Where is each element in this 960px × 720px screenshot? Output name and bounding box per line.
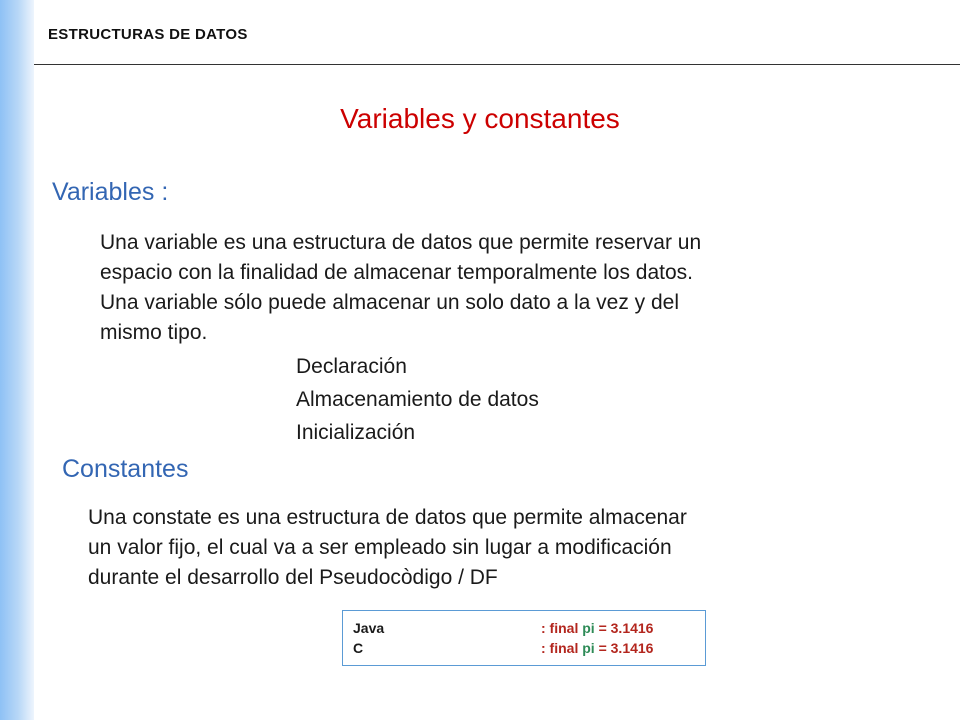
constantes-line: Una constate es una estructura de datos que permite almacenar [88,506,687,529]
slide-title: Variables y constantes [340,103,620,134]
code-value: = 3.1416 [594,640,654,656]
constantes-line: un valor fijo, el cual va a ser empleado sin lugar a modificación [88,536,672,559]
code-keyword: : final [541,620,583,636]
variables-line: Una variable sólo puede almacenar un solo dato a la vez y del [100,291,680,314]
variables-line: Una variable es una estructura de datos que permite reservar un [100,231,702,254]
code-expression [541,638,653,658]
header-title: ESTRUCTURAS DE DATOS [48,26,248,43]
constantes-line: durante el desarrollo del Pseudocòdigo / DF [88,566,498,589]
variables-line: mismo tipo. [100,321,208,344]
list-item-declaracion: Declaración [296,355,407,378]
code-language-label: Java [353,620,385,636]
constantes-heading: Constantes [62,455,189,483]
variables-heading: Variables : [52,178,169,206]
list-item-almacenamiento: Almacenamiento de datos [296,388,539,411]
code-keyword: : final [541,640,583,656]
code-language-label: C [353,640,364,656]
code-expression [541,618,653,638]
code-row-java [353,618,695,638]
code-identifier: pi [582,620,595,636]
list-item-inicializacion: Inicialización [296,421,416,444]
code-row-c [353,638,695,658]
variables-concepts-list [296,350,539,449]
code-identifier: pi [582,640,595,656]
header-divider [34,64,960,65]
code-value: = 3.1416 [594,620,654,636]
code-example-box [342,610,706,666]
variables-line: espacio con la finalidad de almacenar temporalmente los datos. [100,261,694,284]
variables-description [100,228,900,348]
constantes-description [88,503,888,593]
